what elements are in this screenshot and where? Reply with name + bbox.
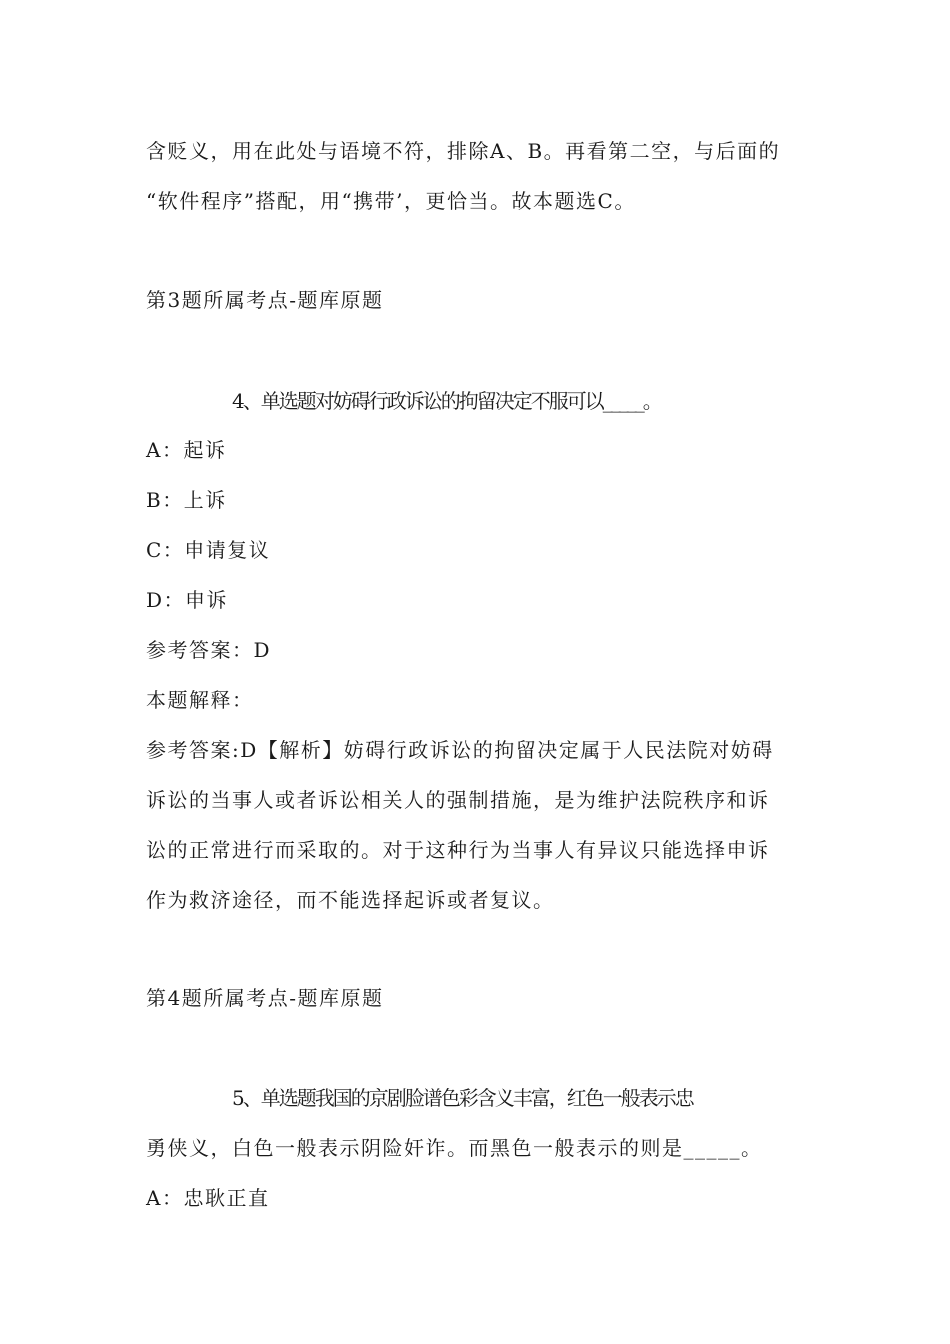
q4-stem: 4、单选题对妨碍行政诉讼的拘留决定不服可以_____。 (232, 389, 661, 413)
q5-option-a: A：忠耿正直 (146, 1186, 270, 1210)
q4-knowledge-point: 第4题所属考点-题库原题 (146, 986, 384, 1010)
q4-explanation-line-3: 讼的正常进行而采取的。对于这种行为当事人有异议只能选择申诉 (146, 838, 770, 862)
q4-answer: 参考答案：D (146, 638, 272, 662)
q5-stem-line-2: 勇侠义，白色一般表示阴险奸诈。而黑色一般表示的则是_____。 (146, 1136, 763, 1160)
q4-explanation-line-2: 诉讼的当事人或者诉讼相关人的强制措施，是为维护法院秩序和诉 (146, 788, 770, 812)
q4-option-d: D：申诉 (146, 588, 229, 612)
q4-option-c: C：申请复议 (146, 538, 271, 562)
q4-explanation-title: 本题解释： (146, 688, 254, 712)
prev-explanation-line-2: “软件程序”搭配，用“携带’，更恰当。故本题选C。 (146, 189, 636, 213)
q4-option-a: A：起诉 (146, 438, 227, 462)
q4-option-b: B：上诉 (146, 488, 227, 512)
q4-explanation-line-1: 参考答案:D【解析】妨碍行政诉讼的拘留决定属于人民法院对妨碍 (146, 738, 774, 762)
prev-explanation-line-1: 含贬义，用在此处与语境不符，排除A、B。再看第二空，与后面的 (146, 139, 781, 163)
q5-stem-line-1: 5、单选题我国的京剧脸谱色彩含义丰富，红色一般表示忠 (232, 1086, 693, 1110)
q3-knowledge-point: 第3题所属考点-题库原题 (146, 288, 384, 312)
q4-explanation-line-4: 作为救济途径，而不能选择起诉或者复议。 (146, 888, 555, 912)
